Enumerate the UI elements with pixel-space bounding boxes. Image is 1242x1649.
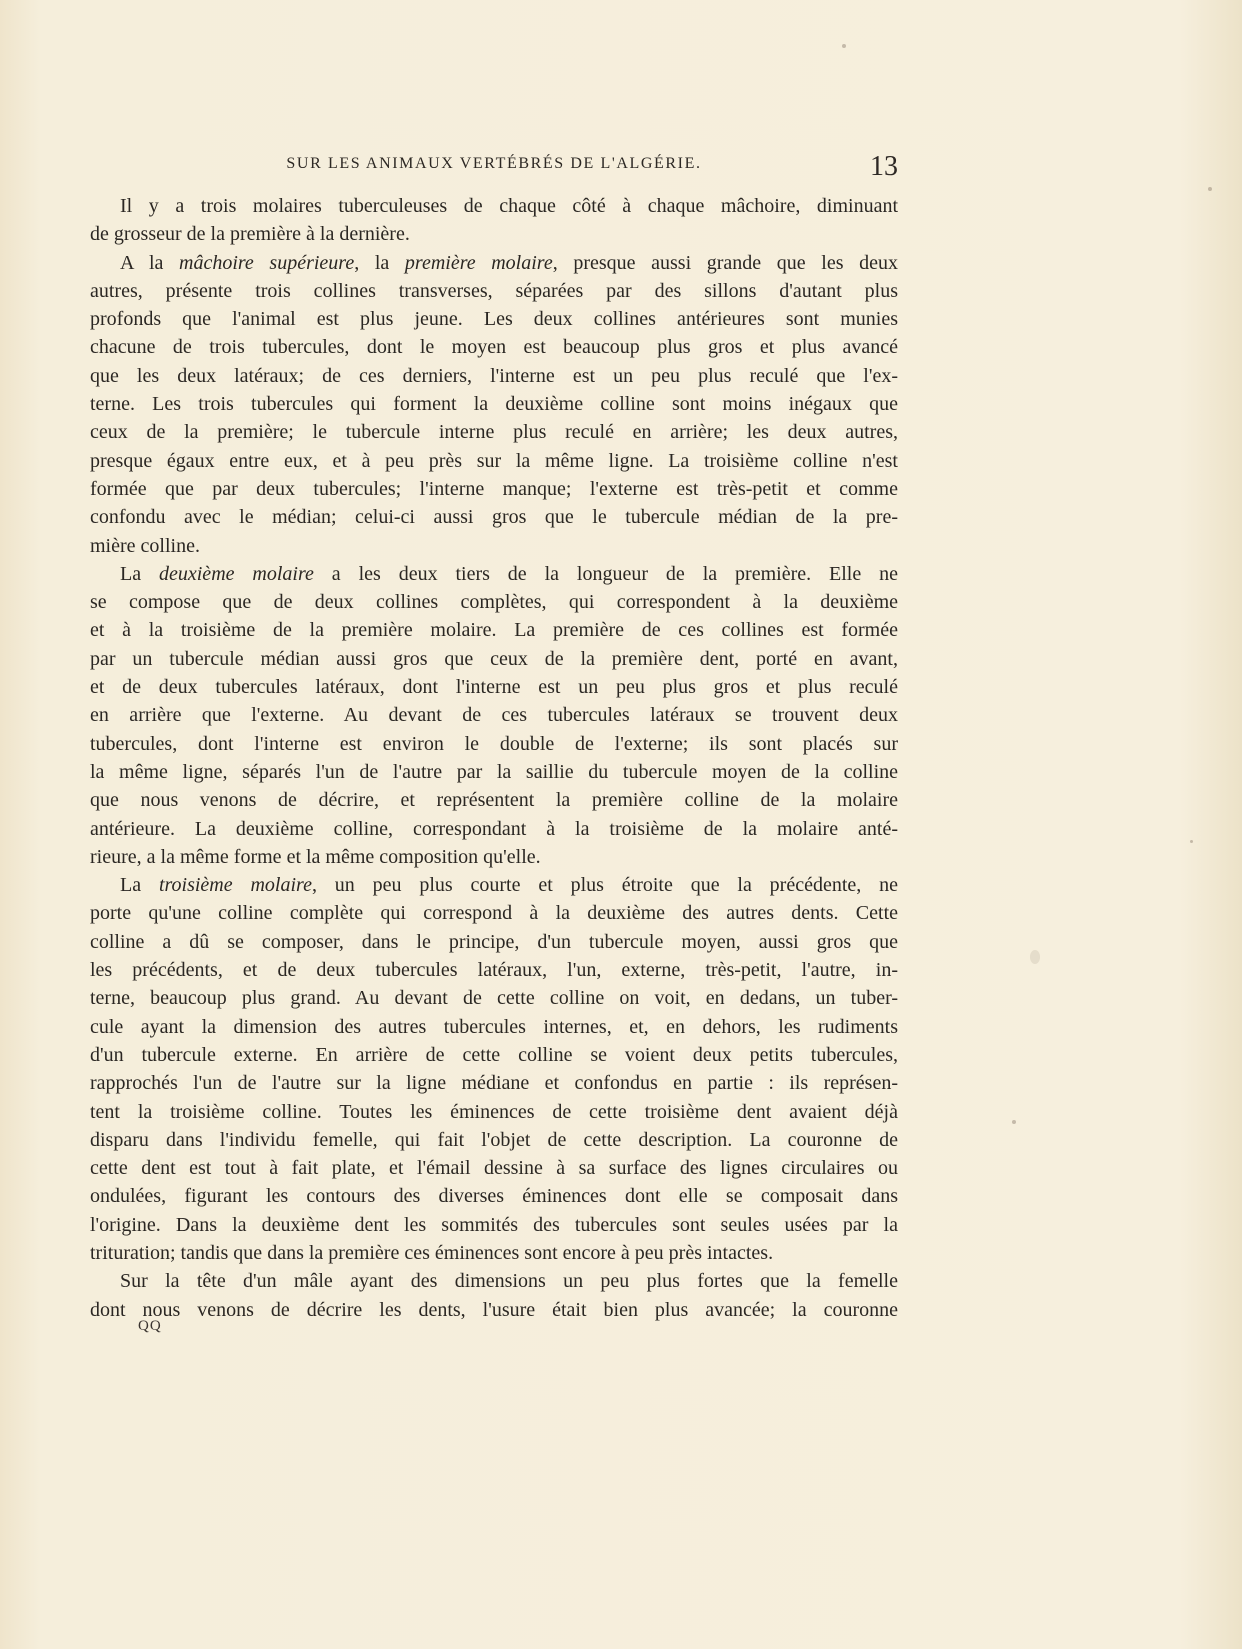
text-line: terne. Les trois tubercules qui forment la deuxième colline sont moins inégaux que (90, 393, 898, 416)
text-line: par un tubercule médian aussi gros que ceux de la première dent, porté en avant, (90, 647, 898, 670)
paper-speck (842, 44, 846, 48)
text-line: porte qu'une colline complète qui correspond à la deuxième des autres dents. Cette (90, 902, 898, 925)
text-line: de grosseur de la première à la dernière. (90, 223, 410, 246)
text-line: disparu dans l'individu femelle, qui fait l'objet de cette description. La couronne de (90, 1128, 898, 1151)
text-line: et de deux tubercules latéraux, dont l'interne est un peu plus gros et plus reculé (90, 676, 898, 699)
text-line: chacune de trois tubercules, dont le moyen est beaucoup plus gros et plus avancé (90, 336, 898, 359)
text-line: tent la troisième colline. Toutes les éminences de cette troisième dent avaient déjà (90, 1100, 898, 1123)
text-line: cule ayant la dimension des autres tubercules internes, et, en dehors, les rudiments (90, 1015, 898, 1038)
text-line: les précédents, et de deux tubercules latéraux, l'un, externe, très-petit, l'autre, in- (90, 959, 898, 982)
running-header (90, 153, 898, 183)
text-line: profonds que l'animal est plus jeune. Les deux collines antérieures sont munies (90, 308, 898, 331)
text-line: A la mâchoire supérieure, la première molaire, presque aussi grande que les deux (120, 251, 899, 274)
paper-speck (1030, 950, 1040, 964)
text-line: La troisième molaire, un peu plus courte et plus étroite que la précédente, ne (120, 874, 899, 897)
text-line: mière colline. (90, 534, 200, 557)
text-line: Sur la tête d'un mâle ayant des dimensions un peu plus fortes que la femelle (120, 1270, 898, 1293)
body-text (90, 192, 898, 1324)
paper-speck (1012, 1120, 1016, 1124)
text-line: ondulées, figurant les contours des diverses éminences dont elle se composait dans (90, 1185, 898, 1208)
text-line: que les deux latéraux; de ces derniers, l'interne est un peu plus reculé que l'ex- (90, 364, 898, 387)
text-line: l'origine. Dans la deuxième dent les sommités des tubercules sont seules usées par la (90, 1213, 898, 1236)
text-line: antérieure. La deuxième colline, correspondant à la troisième de la molaire anté- (90, 817, 898, 840)
italic-term: deuxième molaire (159, 562, 314, 585)
text-line: ceux de la première; le tubercule interne plus reculé en arrière; les deux autres, (90, 421, 898, 444)
text-line: rieure, a la même forme et la même composition qu'elle. (90, 845, 541, 868)
text-line: tubercules, dont l'interne est environ le double de l'externe; ils sont placés sur (90, 732, 898, 755)
text-line: terne, beaucoup plus grand. Au devant de cette colline on voit, en dedans, un tuber- (90, 987, 898, 1010)
text-line: autres, présente trois collines transverses, séparées par des sillons d'autant plus (90, 279, 898, 302)
signature-mark: QQ (138, 1318, 162, 1334)
paper-speck (1190, 840, 1193, 843)
paper-speck (1208, 187, 1212, 191)
text-line: la même ligne, séparés l'un de l'autre par la saillie du tubercule moyen de la colline (90, 760, 898, 783)
page-number: 13 (870, 151, 898, 182)
text-line: formée que par deux tubercules; l'interne manque; l'externe est très-petit et comme (90, 477, 898, 500)
italic-term: première molaire (404, 251, 553, 274)
text-line: que nous venons de décrire, et représentent la première colline de la molaire (90, 789, 898, 812)
running-title: SUR LES ANIMAUX VERTÉBRÉS DE L'ALGÉRIE. (286, 155, 702, 172)
text-line: colline a dû se composer, dans le principe, d'un tubercule moyen, aussi gros que (90, 930, 898, 953)
text-line: confondu avec le médian; celui-ci aussi gros que le tubercule médian de la pre- (90, 506, 898, 529)
italic-term: mâchoire supérieure (179, 251, 355, 274)
text-line: en arrière que l'externe. Au devant de ces tubercules latéraux se trouvent deux (90, 704, 898, 727)
text-line: cette dent est tout à fait plate, et l'émail dessine à sa surface des lignes circulaires ou (90, 1157, 898, 1180)
text-line: et à la troisième de la première molaire. La première de ces collines est formée (90, 619, 898, 642)
text-line: La deuxième molaire a les deux tiers de la longueur de la première. Elle ne (120, 562, 898, 585)
text-line: trituration; tandis que dans la première ces éminences sont encore à peu près intactes. (90, 1241, 774, 1264)
text-line: Il y a trois molaires tuberculeuses de chaque côté à chaque mâchoire, diminuant (120, 195, 898, 217)
text-line: se compose que de deux collines complètes, qui correspondent à la deuxième (90, 591, 898, 614)
text-line: d'un tubercule externe. En arrière de cette colline se voient deux petits tubercules, (90, 1043, 898, 1066)
text-line: dont nous venons de décrire les dents, l'usure était bien plus avancée; la couronne (90, 1298, 898, 1321)
text-line: rapprochés l'un de l'autre sur la ligne médiane et confondus en partie : ils représen- (90, 1072, 898, 1095)
text-line: presque égaux entre eux, et à peu près sur la même ligne. La troisième colline n'est (90, 449, 898, 472)
italic-term: troisième molaire (158, 874, 312, 897)
